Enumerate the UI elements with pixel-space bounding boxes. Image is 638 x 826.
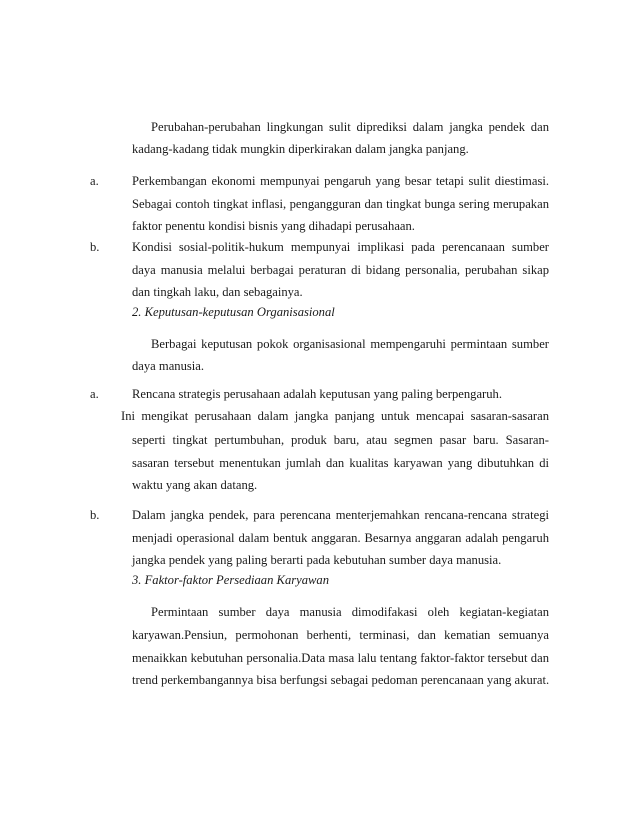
- list2-b-marker: b.: [90, 508, 100, 522]
- section-heading-3: 3. Faktor-faktor Persediaan Karyawan: [132, 573, 330, 587]
- intro-line-1: Perubahan-perubahan lingkungan sulit diprediksi dalam jangka pendek dan: [151, 120, 549, 134]
- para3-line-2: karyawan.Pensiun, permohonan berhenti, terminasi, dan kematian semuanya: [132, 628, 549, 642]
- section-heading-2: 2. Keputusan-keputusan Organisasional: [132, 305, 335, 319]
- para2-line-1: Berbagai keputusan pokok organisasional mempengaruhi permintaan sumber: [151, 337, 549, 351]
- para3-line-3: menaikkan kebutuhan personalia.Data masa lalu tentang faktor-faktor tersebut dan: [132, 651, 549, 665]
- list2-a-line-3: seperti tingkat pertumbuhan, produk baru, atau segmen pasar baru. Sasaran-: [132, 433, 549, 447]
- list2-a-line-4: sasaran tersebut menentukan jumlah dan kualitas karyawan yang dibutuhkan di: [132, 456, 549, 470]
- list2-a-line-2: Ini mengikat perusahaan dalam jangka panjang untuk mencapai sasaran-sasaran: [121, 409, 549, 423]
- para3-line-1: Permintaan sumber daya manusia dimodifakasi oleh kegiatan-kegiatan: [151, 605, 549, 619]
- list1-a-line-1: Perkembangan ekonomi mempunyai pengaruh yang besar tetapi sulit diestimasi.: [132, 174, 549, 188]
- list2-a-line-5: waktu yang akan datang.: [132, 478, 258, 492]
- list2-a-marker: a.: [90, 387, 99, 401]
- list2-a-line-1: Rencana strategis perusahaan adalah keputusan yang paling berpengaruh.: [132, 387, 502, 401]
- list2-b-line-2: menjadi operasional dalam bentuk anggaran. Besarnya anggaran adalah pengaruh: [132, 531, 549, 545]
- list1-a-line-3: faktor penentu kondisi bisnis yang dihadapi perusahaan.: [132, 219, 415, 233]
- list1-a-line-2: Sebagai contoh tingkat inflasi, pengangguran dan tingkat bunga sering merupakan: [132, 197, 549, 211]
- list1-b-line-2: daya manusia melalui berbagai peraturan di bidang personalia, perubahan sikap: [132, 263, 549, 277]
- list1-b-marker: b.: [90, 240, 100, 254]
- list1-b-line-1: Kondisi sosial-politik-hukum mempunyai implikasi pada perencanaan sumber: [132, 240, 549, 254]
- list2-b-line-3: jangka pendek yang paling berarti pada kebutuhan sumber daya manusia.: [132, 553, 502, 567]
- list2-b-line-1: Dalam jangka pendek, para perencana menterjemahkan rencana-rencana strategi: [132, 508, 549, 522]
- para2-line-2: daya manusia.: [132, 359, 205, 373]
- list1-b-line-3: dan tingkah laku, dan sebagainya.: [132, 285, 303, 299]
- list1-a-marker: a.: [90, 174, 99, 188]
- intro-line-2: kadang-kadang tidak mungkin diperkirakan dalam jangka panjang.: [132, 142, 469, 156]
- para3-line-4: trend perkembangannya bisa berfungsi sebagai pedoman perencanaan yang akurat.: [132, 673, 550, 687]
